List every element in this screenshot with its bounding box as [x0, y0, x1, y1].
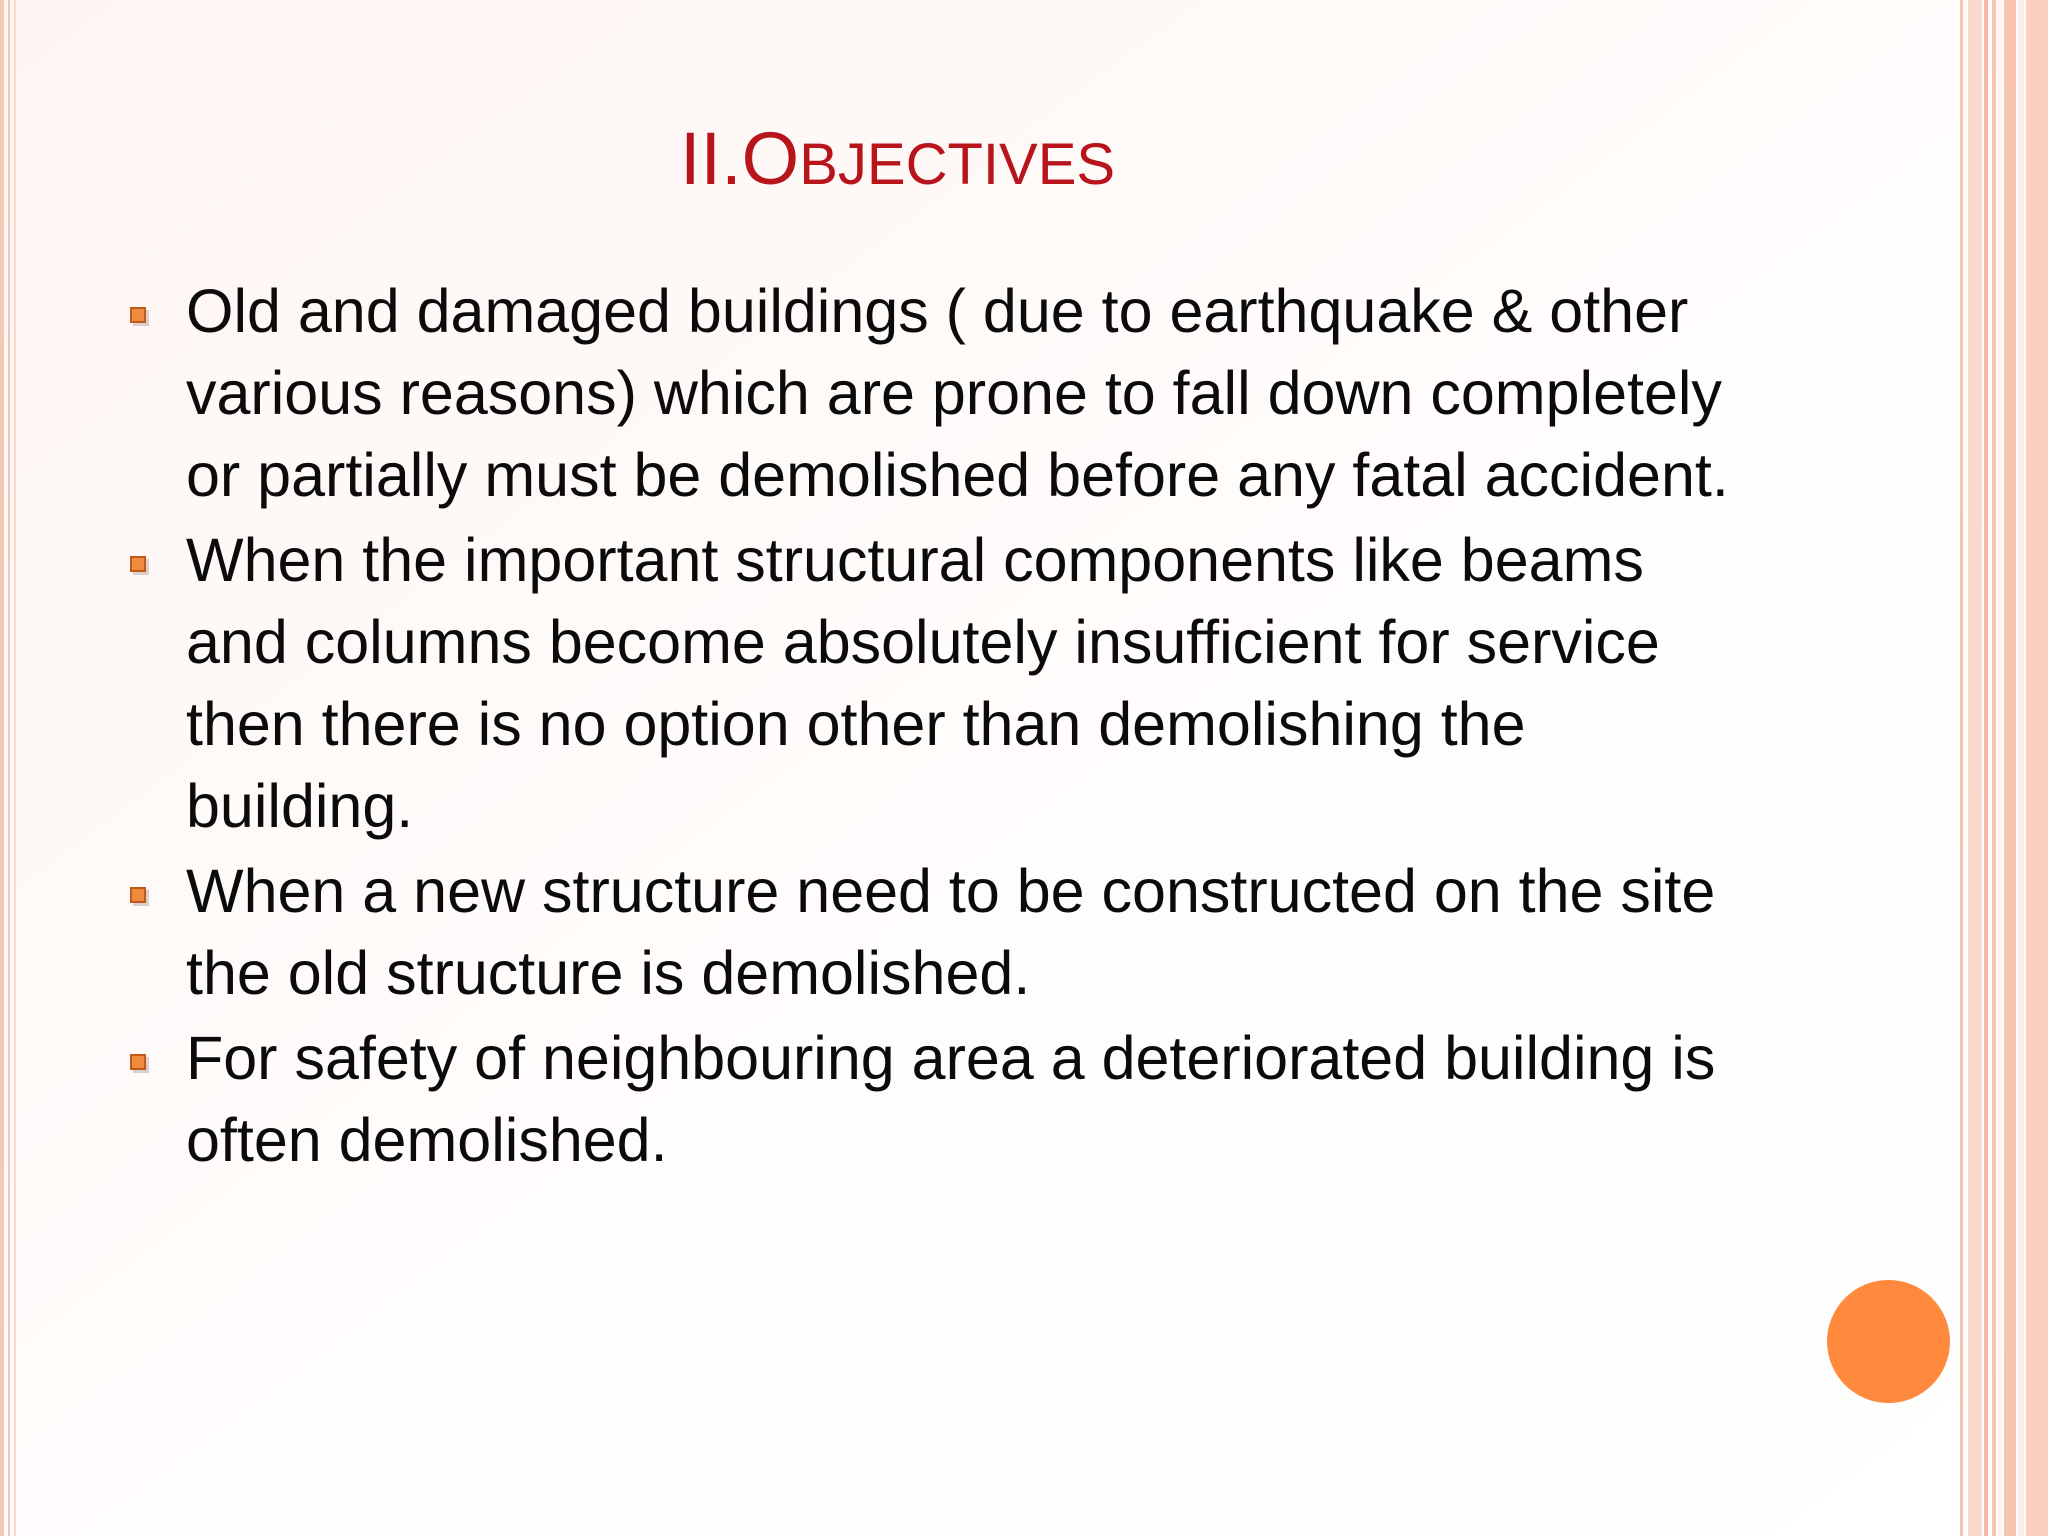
bullet-item: [122, 270, 1762, 516]
bullet-item: [122, 1017, 1762, 1181]
right-border-stripe: [2004, 0, 2016, 1536]
orange-circle-decoration: [1827, 1280, 1950, 1403]
right-border-stripe: [2018, 0, 2024, 1536]
left-border-stripe: [14, 0, 16, 1536]
slide-title-rest: BJECTIVES: [799, 132, 1116, 197]
left-border-stripe: [0, 0, 4, 1536]
bullet-text: Old and damaged buildings ( due to earthquake & other various reasons) which are prone to fall down completely or partially must be demolished before any fatal accident.: [186, 277, 1729, 509]
right-border-stripe: [1984, 0, 1988, 1536]
right-border-stripe: [1960, 0, 1963, 1536]
right-border-stripe: [1992, 0, 1996, 1536]
slide-title: [680, 117, 1116, 200]
bullet-text: When a new structure need to be constructed on the site the old structure is demolished.: [186, 857, 1716, 1007]
bullet-text: When the important structural components like beams and columns become absolutely insufficient for service then there is no option other than demolishing the building.: [186, 526, 1660, 840]
slide-title-prefix: II.O: [680, 117, 800, 200]
left-border-stripe: [8, 0, 10, 1536]
square-bullet-icon: [130, 556, 146, 572]
bullet-item: [122, 850, 1762, 1014]
right-border-stripe: [1998, 0, 2002, 1536]
right-border-stripe: [1968, 0, 1982, 1536]
square-bullet-icon: [130, 887, 146, 903]
bullet-item: [122, 519, 1762, 847]
square-bullet-icon: [130, 1054, 146, 1070]
square-bullet-icon: [130, 307, 146, 323]
right-border-stripe: [2026, 0, 2048, 1536]
bullet-list: [122, 270, 1762, 1184]
bullet-text: For safety of neighbouring area a deteriorated building is often demolished.: [186, 1024, 1716, 1174]
